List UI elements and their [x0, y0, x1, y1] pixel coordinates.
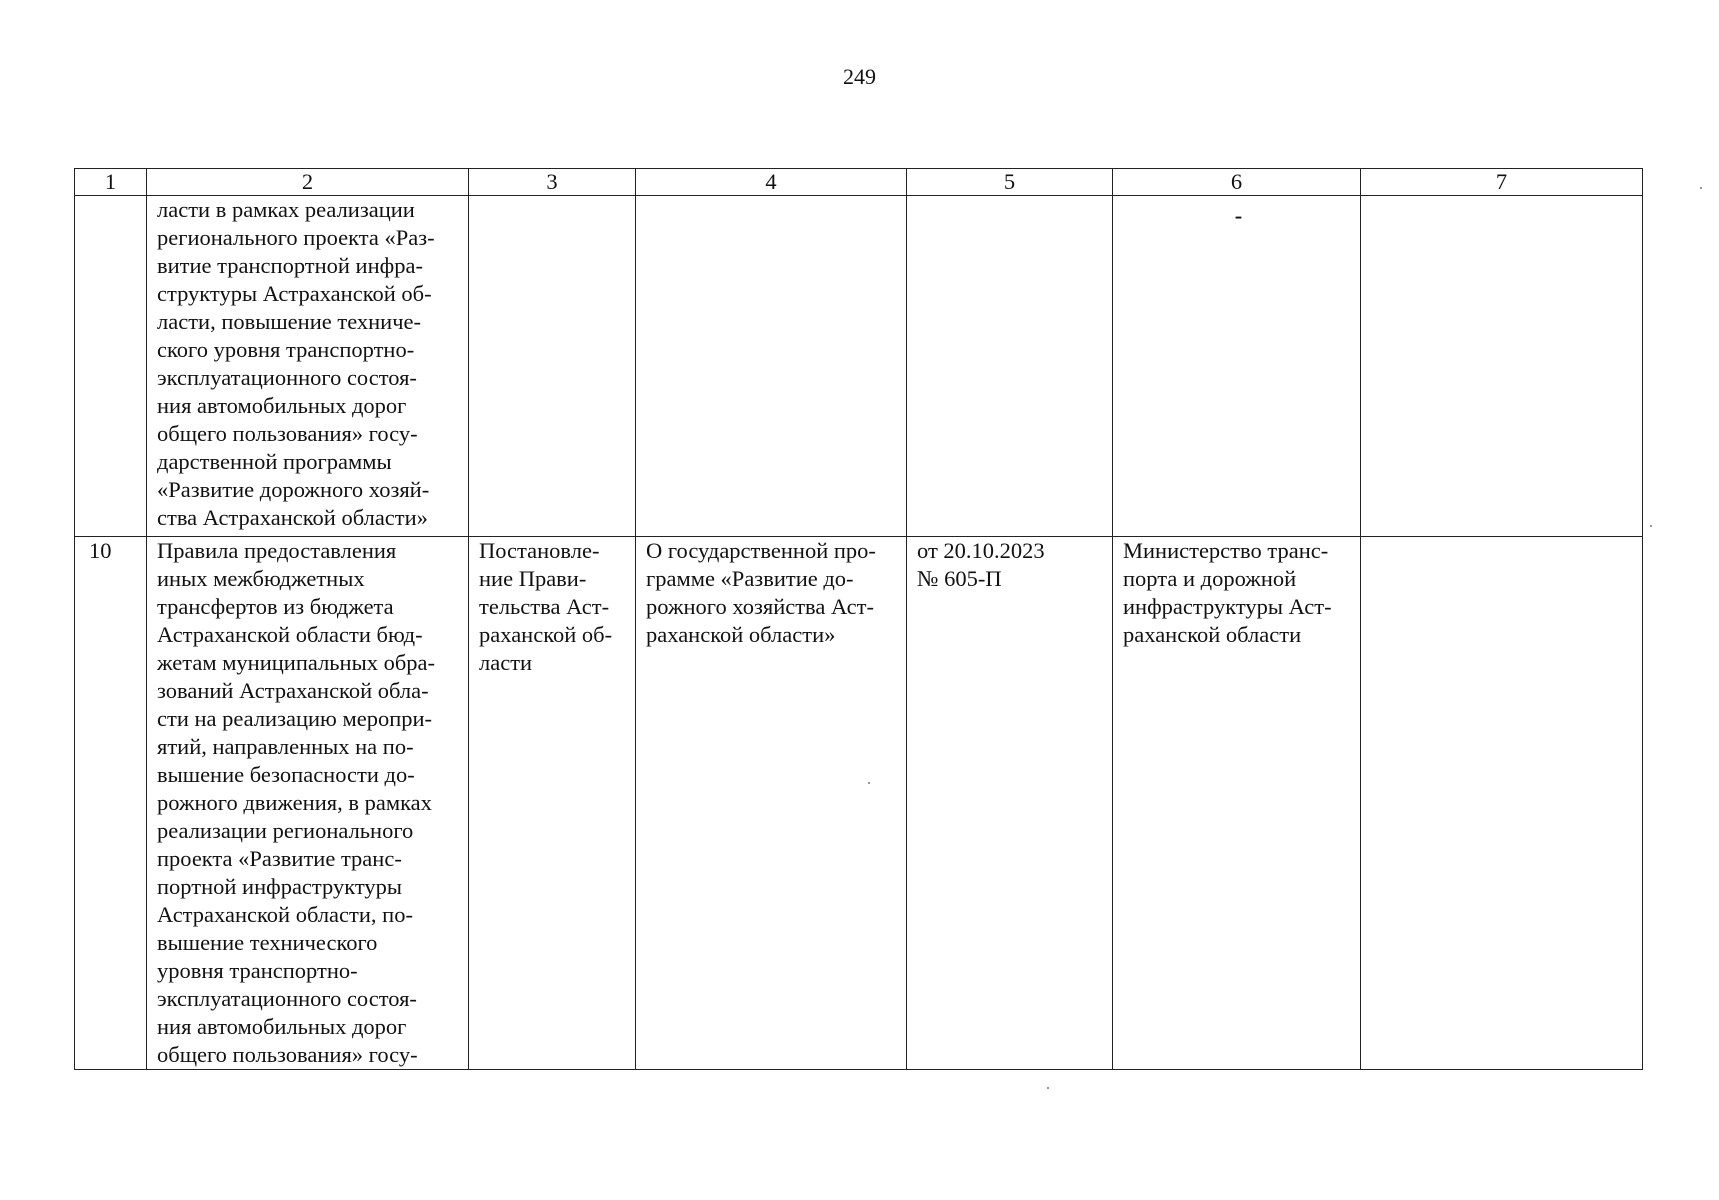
cell-text-line: трансфертов из бюджета — [157, 594, 394, 619]
cell-text-line: ства Астраханской области» — [157, 505, 428, 530]
scan-speck — [1650, 525, 1652, 527]
column-header-3: 3 — [469, 169, 636, 196]
cell-text-line: ние Прави- — [479, 566, 587, 591]
document-type-cell — [469, 537, 636, 1070]
cell-text-line: Правила предоставления — [157, 538, 397, 563]
document-name-cell — [636, 196, 907, 537]
cell-text-line: ского уровня транспортно- — [157, 337, 415, 362]
cell-text-line: Постановле- — [479, 538, 600, 563]
column-header-7: 7 — [1361, 169, 1643, 196]
cell-text-line: витие транспортной инфра- — [157, 253, 423, 278]
cell-text-line: рожного движения, в рамках — [157, 790, 432, 815]
row-number-cell — [75, 196, 147, 537]
scan-speck — [1047, 1087, 1049, 1089]
scan-speck — [1700, 187, 1702, 189]
cell-text-line: эксплуатационного состоя- — [157, 986, 417, 1011]
cell-text-line: жетам муниципальных обра- — [157, 650, 436, 675]
scan-speck — [868, 782, 870, 784]
responsible-body-cell — [1113, 537, 1361, 1070]
row-number-cell: 10 — [75, 537, 147, 1070]
cell-text-line: тельства Аст- — [479, 594, 610, 619]
document-date-cell — [907, 196, 1113, 537]
cell-text-line: порта и дорожной — [1123, 566, 1297, 591]
document-date-cell — [907, 537, 1113, 1070]
cell-text-line: вышение безопасности до- — [157, 762, 415, 787]
document-type-cell — [469, 196, 636, 537]
cell-text-line: уровня транспортно- — [157, 958, 358, 983]
cell-text-line: дарственной программы — [157, 449, 392, 474]
cell-text-line: ния автомобильных дорог — [157, 393, 407, 418]
document-table — [74, 168, 1643, 1070]
cell-text-line: вышение технического — [157, 930, 378, 955]
column-header-2: 2 — [147, 169, 469, 196]
cell-text-line: Астраханской области, по- — [157, 902, 413, 927]
cell-text-line: проекта «Развитие транс- — [157, 846, 402, 871]
cell-text-line: регионального проекта «Раз- — [157, 225, 435, 250]
notes-cell — [1361, 537, 1643, 1070]
cell-text-line: раханской об- — [479, 622, 613, 647]
column-header-6: 6 — [1113, 169, 1361, 196]
column-header-4: 4 — [636, 169, 907, 196]
page-number: 249 — [843, 64, 876, 89]
cell-text-line: раханской области» — [646, 622, 836, 647]
column-header-1: 1 — [75, 169, 147, 196]
table-row-10 — [75, 537, 1643, 1070]
cell-text-line: О государственной про- — [646, 538, 876, 563]
cell-text-line: портной инфраструктуры — [157, 874, 403, 899]
cell-text-line: ласти — [479, 650, 533, 675]
cell-text-line: рожного хозяйства Аст- — [646, 594, 874, 619]
responsible-body-cell — [1113, 196, 1361, 537]
cell-text-line: раханской области — [1123, 622, 1302, 647]
cell-text-line: эксплуатационного состоя- — [157, 365, 417, 390]
cell-text-line: зований Астраханской обла- — [157, 678, 429, 703]
cell-text-line: инфраструктуры Аст- — [1123, 594, 1332, 619]
document-name-cell — [636, 537, 907, 1070]
cell-text-line: ласти, повышение техниче- — [157, 309, 422, 334]
column-header-5: 5 — [907, 169, 1113, 196]
cell-text-line: общего пользования» госу- — [157, 421, 418, 446]
cell-text-line: общего пользования» госу- — [157, 1042, 418, 1067]
cell-text-line: ласти в рамках реализации — [157, 197, 415, 222]
cell-text-line: структуры Астраханской об- — [157, 281, 432, 306]
cell-text-line: реализации регионального — [157, 818, 414, 843]
cell-text-line: от 20.10.2023 — [917, 538, 1045, 563]
document-title-cell — [147, 537, 469, 1070]
cell-text-line: иных межбюджетных — [157, 566, 365, 591]
cell-text-line: Астраханской области бюд- — [157, 622, 423, 647]
cell-text-line: № 605-П — [917, 566, 1002, 591]
cell-text-line: Министерство транс- — [1123, 538, 1329, 563]
cell-text-line: грамме «Развитие до- — [646, 566, 854, 591]
cell-text-line: ятий, направленных на по- — [157, 734, 414, 759]
cell-text-line: «Развитие дорожного хозяй- — [157, 477, 430, 502]
dash-mark: - — [1234, 203, 1243, 228]
notes-cell — [1361, 196, 1643, 537]
table-header-row — [75, 169, 1643, 196]
cell-text-line: сти на реализацию меропри- — [157, 706, 433, 731]
document-title-cell — [147, 196, 469, 537]
cell-text-line: ния автомобильных дорог — [157, 1014, 407, 1039]
table-row-continued — [75, 196, 1643, 537]
